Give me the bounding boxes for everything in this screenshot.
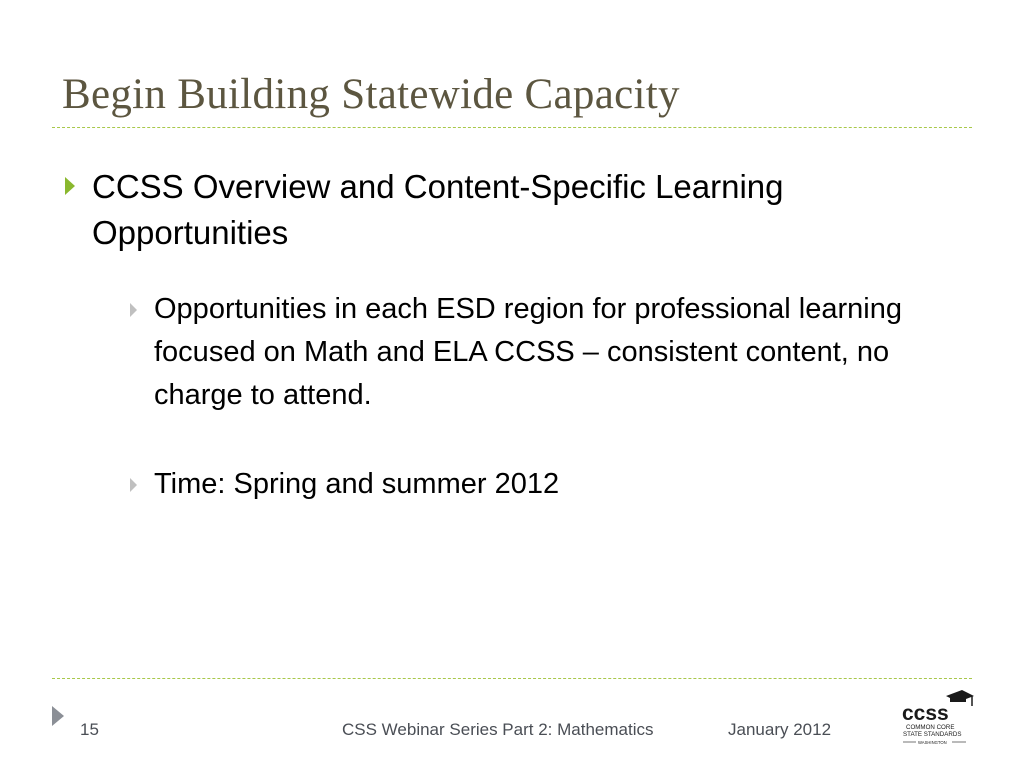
title-divider bbox=[52, 127, 972, 128]
sub-bullet-time: Time: Spring and summer 2012 bbox=[154, 468, 560, 500]
graduation-cap-icon bbox=[946, 690, 974, 706]
bullet-arrow-icon bbox=[65, 177, 75, 195]
bullet-level1: CCSS Overview and Content-Specific Learning Opportunities bbox=[92, 168, 784, 251]
slide-title: Begin Building Statewide Capacity bbox=[62, 71, 680, 118]
page-number: 15 bbox=[80, 720, 99, 739]
logo-line2: STATE STANDARDS bbox=[903, 731, 962, 738]
logo-line1: COMMON CORE bbox=[906, 724, 955, 731]
ccss-logo bbox=[900, 688, 974, 748]
logo-line3: WASHINGTON bbox=[918, 740, 947, 745]
footer-date: January 2012 bbox=[728, 720, 832, 739]
footer-arrow-icon bbox=[52, 706, 64, 726]
footer-series: CSS Webinar Series Part 2: Mathematics bbox=[342, 720, 654, 739]
logo-wordmark: ccss bbox=[902, 702, 949, 725]
footer-divider bbox=[52, 678, 972, 679]
sub-bullet-opportunities: Opportunities in each ESD region for professional learning focused on Math and ELA CCSS – consistent content, no charge to attend. bbox=[154, 293, 902, 411]
sub-bullet-arrow-icon bbox=[130, 303, 137, 317]
sub-bullet-arrow-icon bbox=[130, 478, 137, 492]
